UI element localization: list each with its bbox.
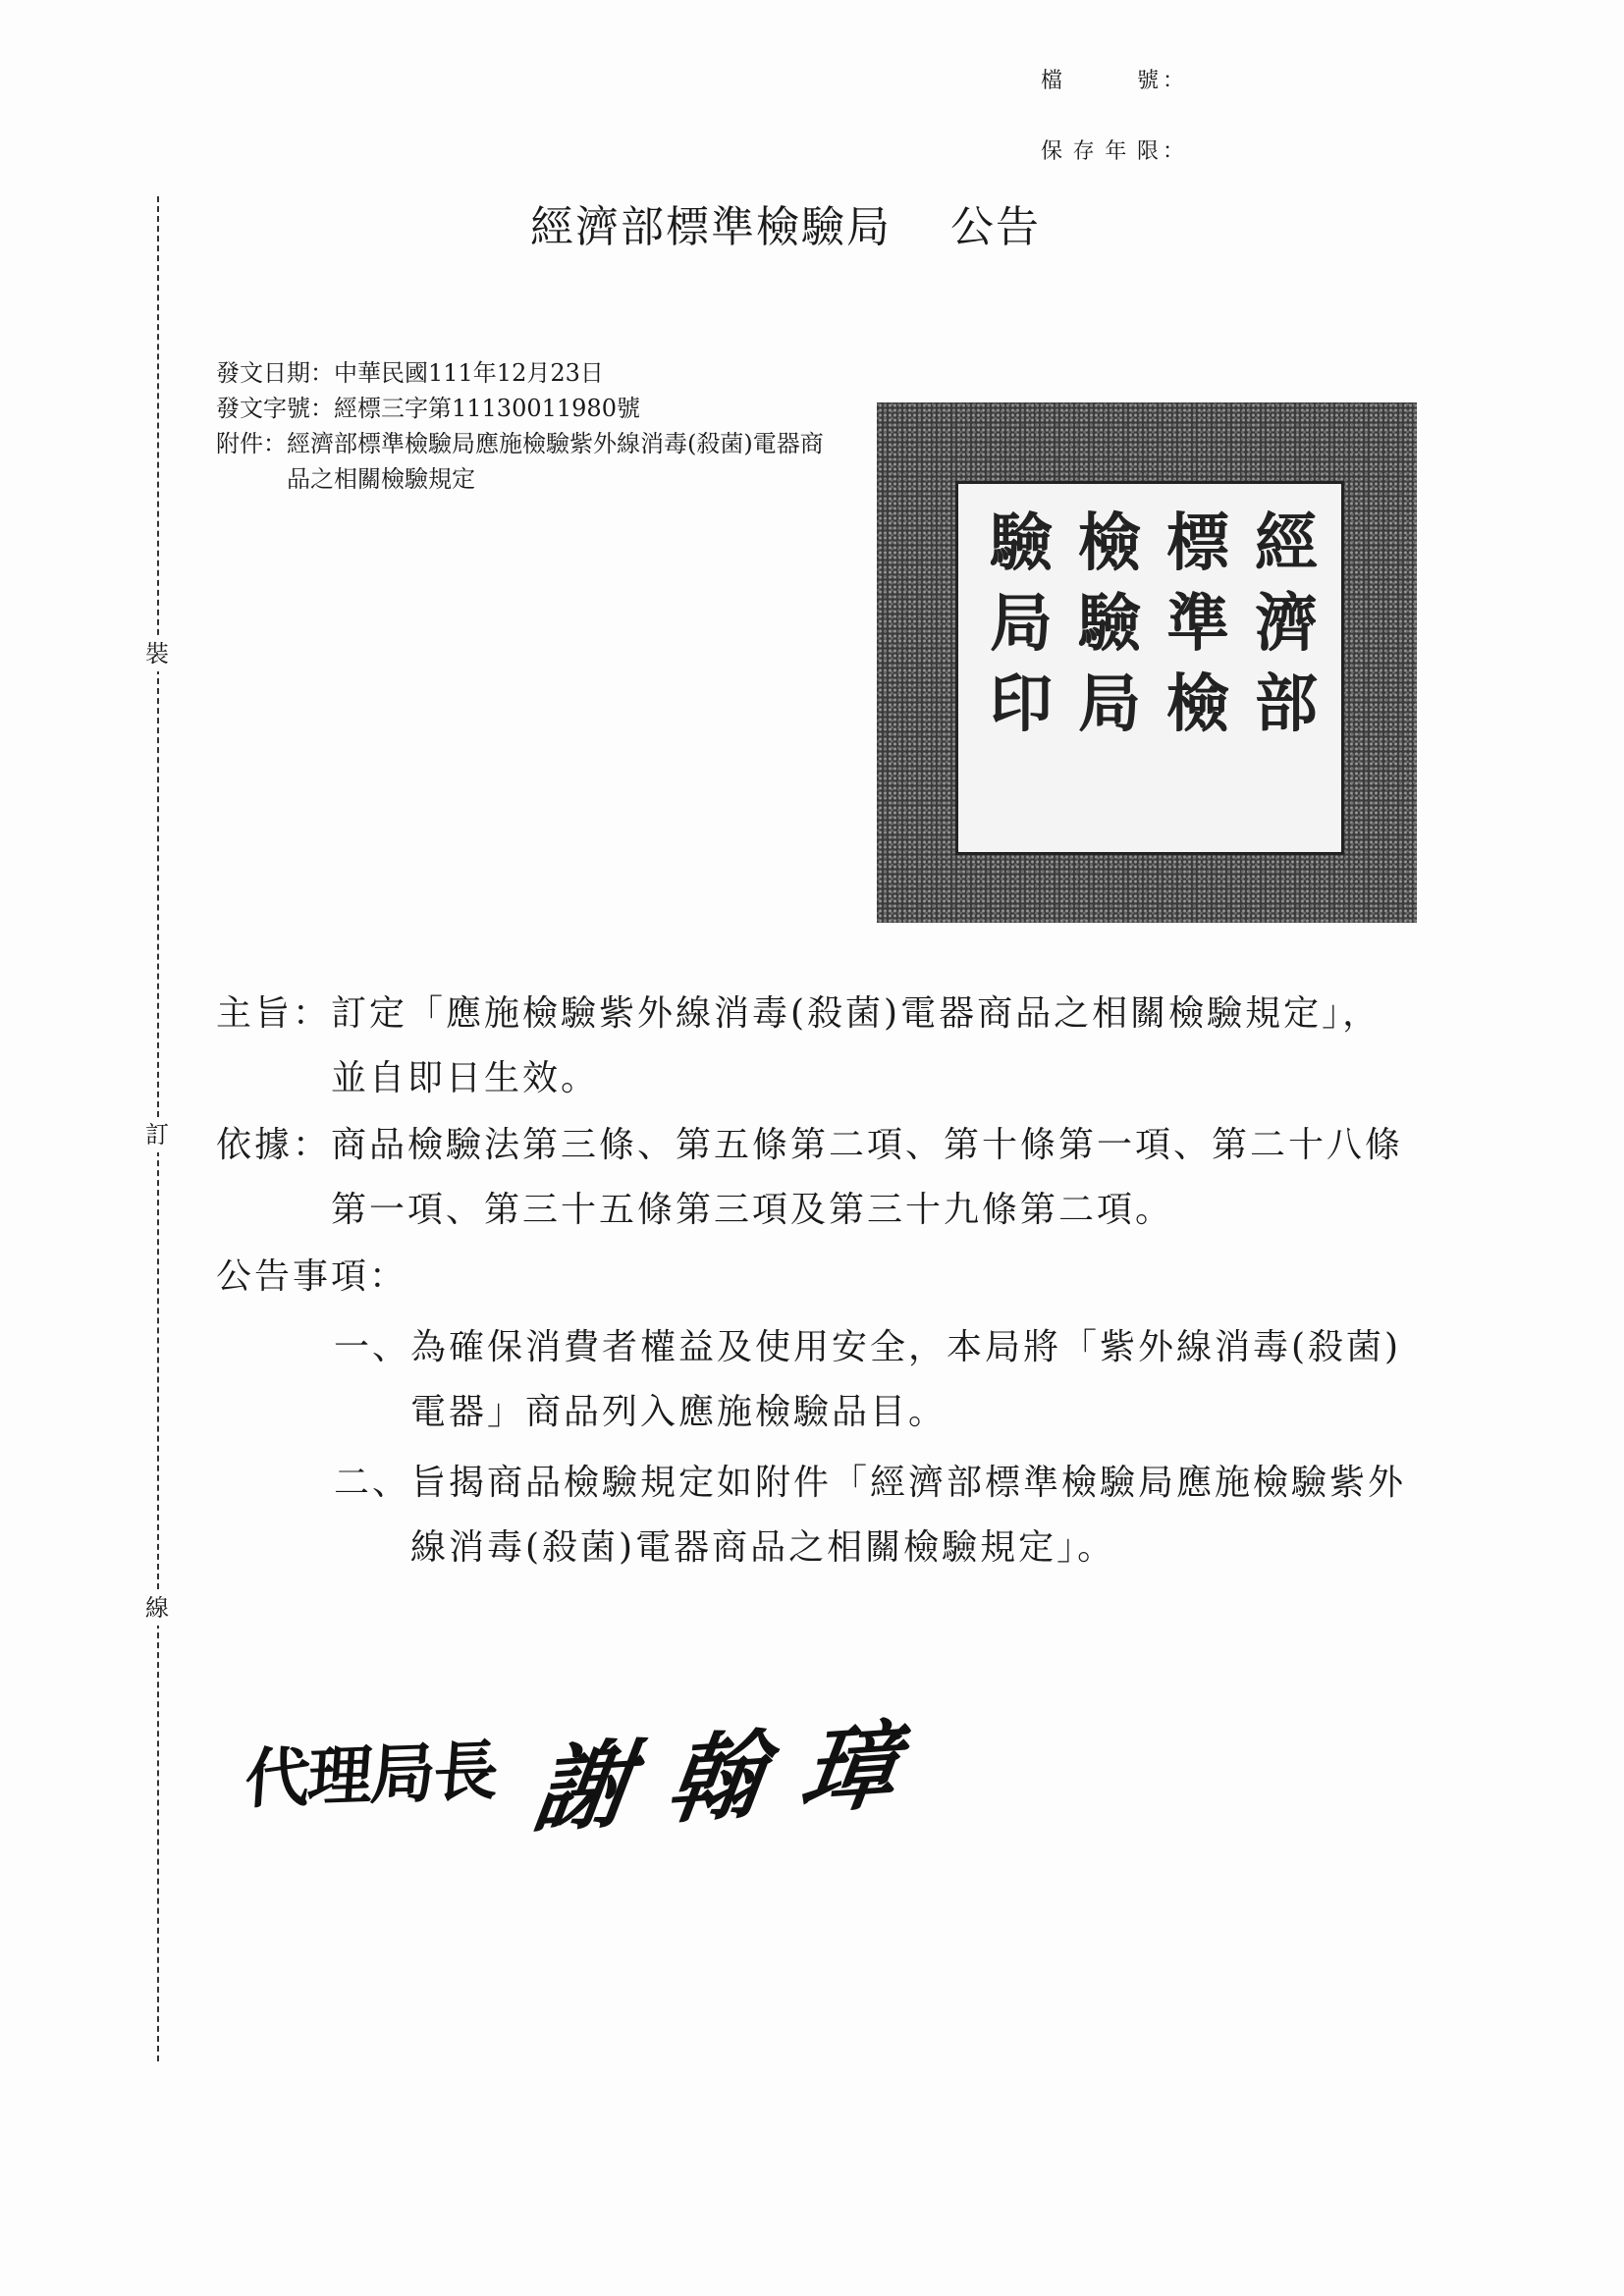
- meta-attach-label: 附件：: [216, 430, 287, 457]
- title-doc-type: 公告: [950, 202, 1041, 252]
- meta-date-row: [216, 355, 825, 391]
- notices-label: 公告事項：: [216, 1256, 408, 1297]
- seal-column-3: [1071, 504, 1148, 745]
- notice-item: [334, 1315, 1414, 1445]
- basis-paragraph: [216, 1113, 1414, 1243]
- seal-char: 檢: [1166, 667, 1229, 741]
- seal-column-1: [1248, 504, 1325, 745]
- seal-char: 局: [1078, 667, 1141, 741]
- seal-char: 局: [990, 587, 1053, 661]
- document-body: [216, 982, 1414, 1580]
- seal-char: 濟: [1255, 587, 1318, 661]
- seal-char: 經: [1255, 507, 1318, 580]
- seal-char: 標: [1166, 507, 1229, 580]
- basis-text: 商品檢驗法第三條、第五條第二項、第十條第一項、第二十八條第一項、第三十五條第三項及第三十九條第二項。: [331, 1125, 1404, 1230]
- binding-mark-xian: 線: [134, 1590, 181, 1626]
- meta-ref-row: [216, 391, 825, 426]
- meta-date-value: 中華民國111年12月23日: [334, 359, 604, 387]
- subject-paragraph: [216, 982, 1414, 1111]
- meta-ref-label: 發文字號：: [216, 395, 334, 422]
- seal-column-4: [983, 504, 1059, 745]
- meta-ref-value: 經標三字第11130011980號: [334, 395, 640, 422]
- subject-text: 訂定「應施檢驗紫外線消毒(殺菌)電器商品之相關檢驗規定」，並自即日生效。: [331, 993, 1381, 1098]
- subject-label: 主旨：: [216, 993, 332, 1034]
- retention-row: [1041, 141, 1184, 163]
- notice-item: [334, 1451, 1414, 1580]
- seal-char: 檢: [1078, 507, 1141, 580]
- notice-item-text: 旨揭商品檢驗規定如附件「經濟部標準檢驗局應施檢驗紫外線消毒(殺菌)電器商品之相關檢驗規定」。: [410, 1463, 1407, 1568]
- notice-item-text: 為確保消費者權益及使用安全，本局將「紫外線消毒(殺菌)電器」商品列入應施檢驗品目。: [410, 1327, 1402, 1432]
- basis-label: 依據：: [216, 1125, 332, 1165]
- meta-attach-row: [216, 426, 825, 497]
- signature-title: 代理局長: [242, 1731, 500, 1818]
- seal-char: 準: [1166, 587, 1229, 661]
- title-agency: 經濟部標準檢驗局: [530, 202, 892, 252]
- meta-date-label: 發文日期：: [216, 359, 334, 387]
- signature-name: 謝翰璋: [527, 1705, 944, 1846]
- notice-item-number: 一、: [334, 1327, 411, 1367]
- retention-colon: ：: [1163, 139, 1185, 164]
- file-info: [1041, 71, 1184, 212]
- document-meta: [216, 355, 825, 497]
- handwritten-signature: [242, 1690, 944, 1847]
- file-number-row: [1041, 71, 1184, 92]
- seal-char: 印: [990, 667, 1053, 741]
- file-number-colon: ：: [1163, 69, 1185, 93]
- notice-item-number: 二、: [334, 1463, 411, 1503]
- seal-column-2: [1160, 504, 1236, 745]
- seal-char: 部: [1255, 667, 1318, 741]
- official-seal: [877, 402, 1417, 923]
- retention-label: 保存年限: [1041, 139, 1159, 164]
- seal-char: 驗: [990, 507, 1053, 580]
- meta-attach-value: 經濟部標準檢驗局應施檢驗紫外線消毒(殺菌)電器商品之相關檢驗規定: [287, 430, 824, 493]
- binding-mark-zhuang: 裝: [134, 636, 181, 671]
- seal-inner: [955, 481, 1344, 855]
- seal-char: 驗: [1078, 587, 1141, 661]
- binding-mark-ding: 訂: [134, 1117, 181, 1152]
- file-number-label: 檔 號: [1041, 69, 1159, 93]
- document-title: [530, 202, 1041, 252]
